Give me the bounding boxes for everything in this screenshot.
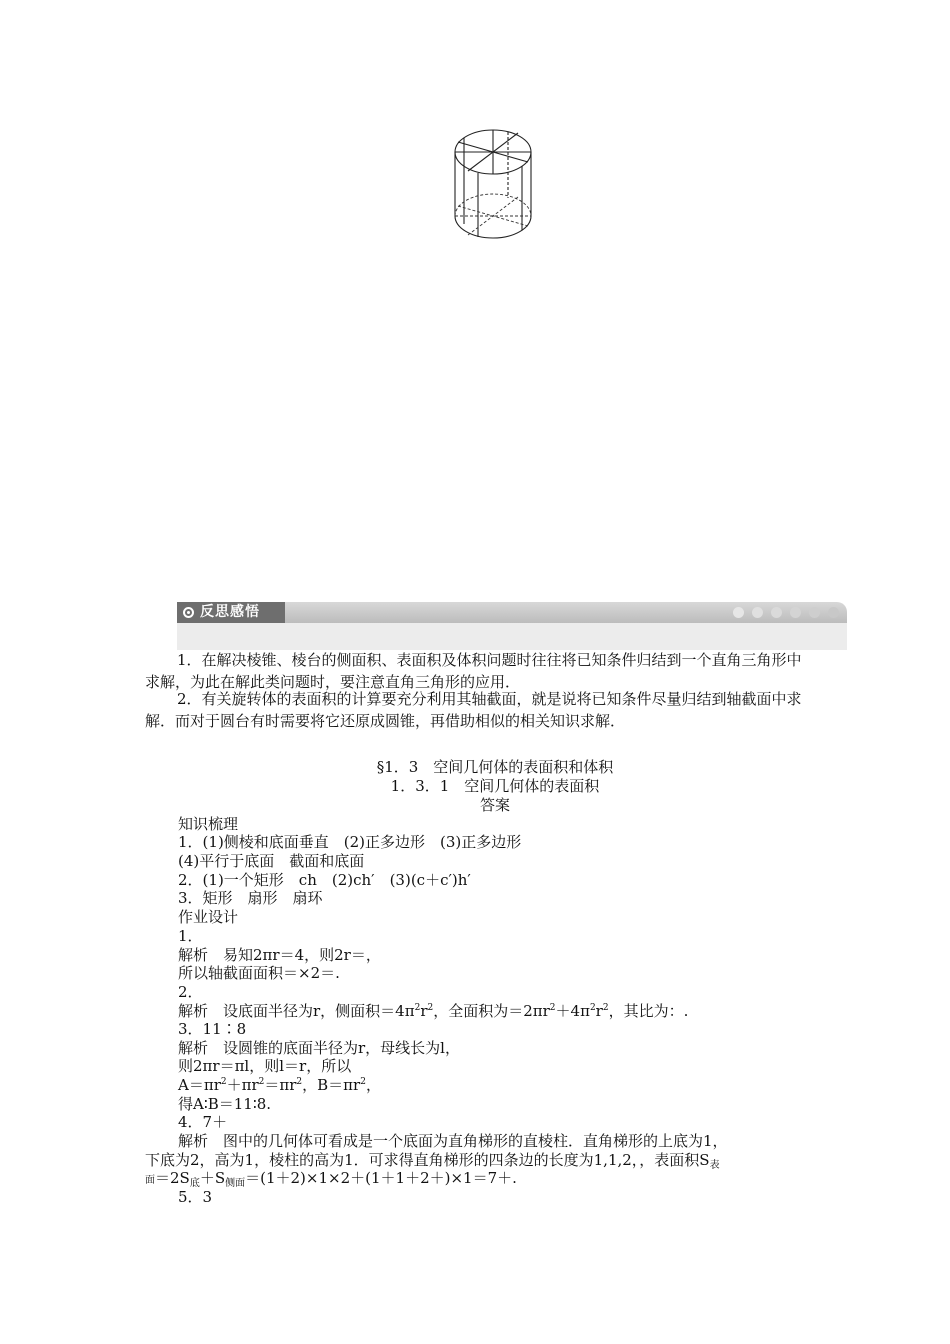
subsection-title: 1．3．1 空间几何体的表面积 xyxy=(390,777,600,795)
question-4-analysis: 解析 图中的几何体可看成是一个底面为直角梯形的直棱柱．直角梯形的上底为1， xyxy=(178,1132,728,1150)
knowledge-item-1: 1．(1)侧棱和底面垂直 (2)正多边形 (3)正多边形 xyxy=(178,833,522,851)
question-3-analysis-3: $A=\pi r^2+\pi r^2=\pi r^2$，$B=\pi r^2$， xyxy=(178,1076,381,1094)
question-2-number: 2． xyxy=(178,983,203,1001)
question-2-analysis: 解析 设底面半径为r，侧面积$=4\pi^2r^2$，全面积为$=2\pi r^2+4\pi^2r^2$，其比为：. xyxy=(178,1002,689,1020)
question-1-analysis: 解析 易知2πr＝4，则2r＝， xyxy=(178,946,381,964)
knowledge-item-1b: (4)平行于底面 截面和底面 xyxy=(178,852,365,870)
question-3-analysis-4: 得A∶B＝11∶8. xyxy=(178,1095,272,1113)
question-4-analysis-3: 面$=2S_底+S_{侧面}=(1+2)\times 1\times 2+(1+1+2+)\times 1=7+$. xyxy=(145,1169,517,1189)
question-1-number: 1． xyxy=(178,927,203,945)
knowledge-item-3: 3．矩形 扇形 扇环 xyxy=(178,889,323,907)
target-icon xyxy=(183,607,194,618)
question-3-analysis-2: 则2πr＝πl，则l＝r，所以 xyxy=(178,1057,352,1075)
question-1-analysis-2: 所以轴截面面积＝×2＝. xyxy=(178,964,340,982)
cylinder-figure xyxy=(448,128,538,240)
banner-tab xyxy=(177,602,285,623)
knowledge-item-2: 2．(1)一个矩形 ch (2)ch′ (3)(c＋c′)h′ xyxy=(178,871,471,889)
dot-icon xyxy=(733,607,744,618)
answers-heading: 答案 xyxy=(479,796,510,814)
question-5-answer: 5．3 xyxy=(178,1188,213,1206)
reflection-point-1: 1．在解决棱锥、棱台的侧面积、表面积及体积问题时往往将已知条件归结到一个直角三角形中求解，为此在解此类问题时，要注意直角三角形的应用． xyxy=(145,651,802,691)
banner-dots xyxy=(733,607,839,618)
banner-title: 反思感悟 xyxy=(200,604,260,620)
banner-body-strip xyxy=(177,623,847,650)
question-3-answer: 3．11∶8 xyxy=(178,1020,247,1038)
question-3-analysis: 解析 设圆锥的底面半径为r，母线长为l， xyxy=(178,1039,460,1057)
banner-header-bar xyxy=(177,602,847,623)
reflection-point-2: 2．有关旋转体的表面积的计算要充分利用其轴截面，就是说将已知条件尽量归结到轴截面中求解．而对于圆台有时需要将它还原成圆锥，再借助相似的相关知识求解． xyxy=(145,690,802,730)
dot-icon xyxy=(752,607,763,618)
dot-icon xyxy=(809,607,820,618)
dot-icon xyxy=(828,607,839,618)
dot-icon xyxy=(771,607,782,618)
dot-icon xyxy=(790,607,801,618)
question-4-answer: 4．7＋ xyxy=(178,1113,228,1131)
section-title: §1．3 空间几何体的表面积和体积 xyxy=(376,758,614,776)
reflection-banner xyxy=(177,602,847,650)
knowledge-heading: 知识梳理 xyxy=(178,815,239,833)
question-4-analysis-2: 下底为2，高为1，棱柱的高为1．可求得直角梯形的四条边的长度为1,1,2，，表面积$S_表$ xyxy=(145,1151,720,1171)
homework-heading: 作业设计 xyxy=(178,908,239,926)
